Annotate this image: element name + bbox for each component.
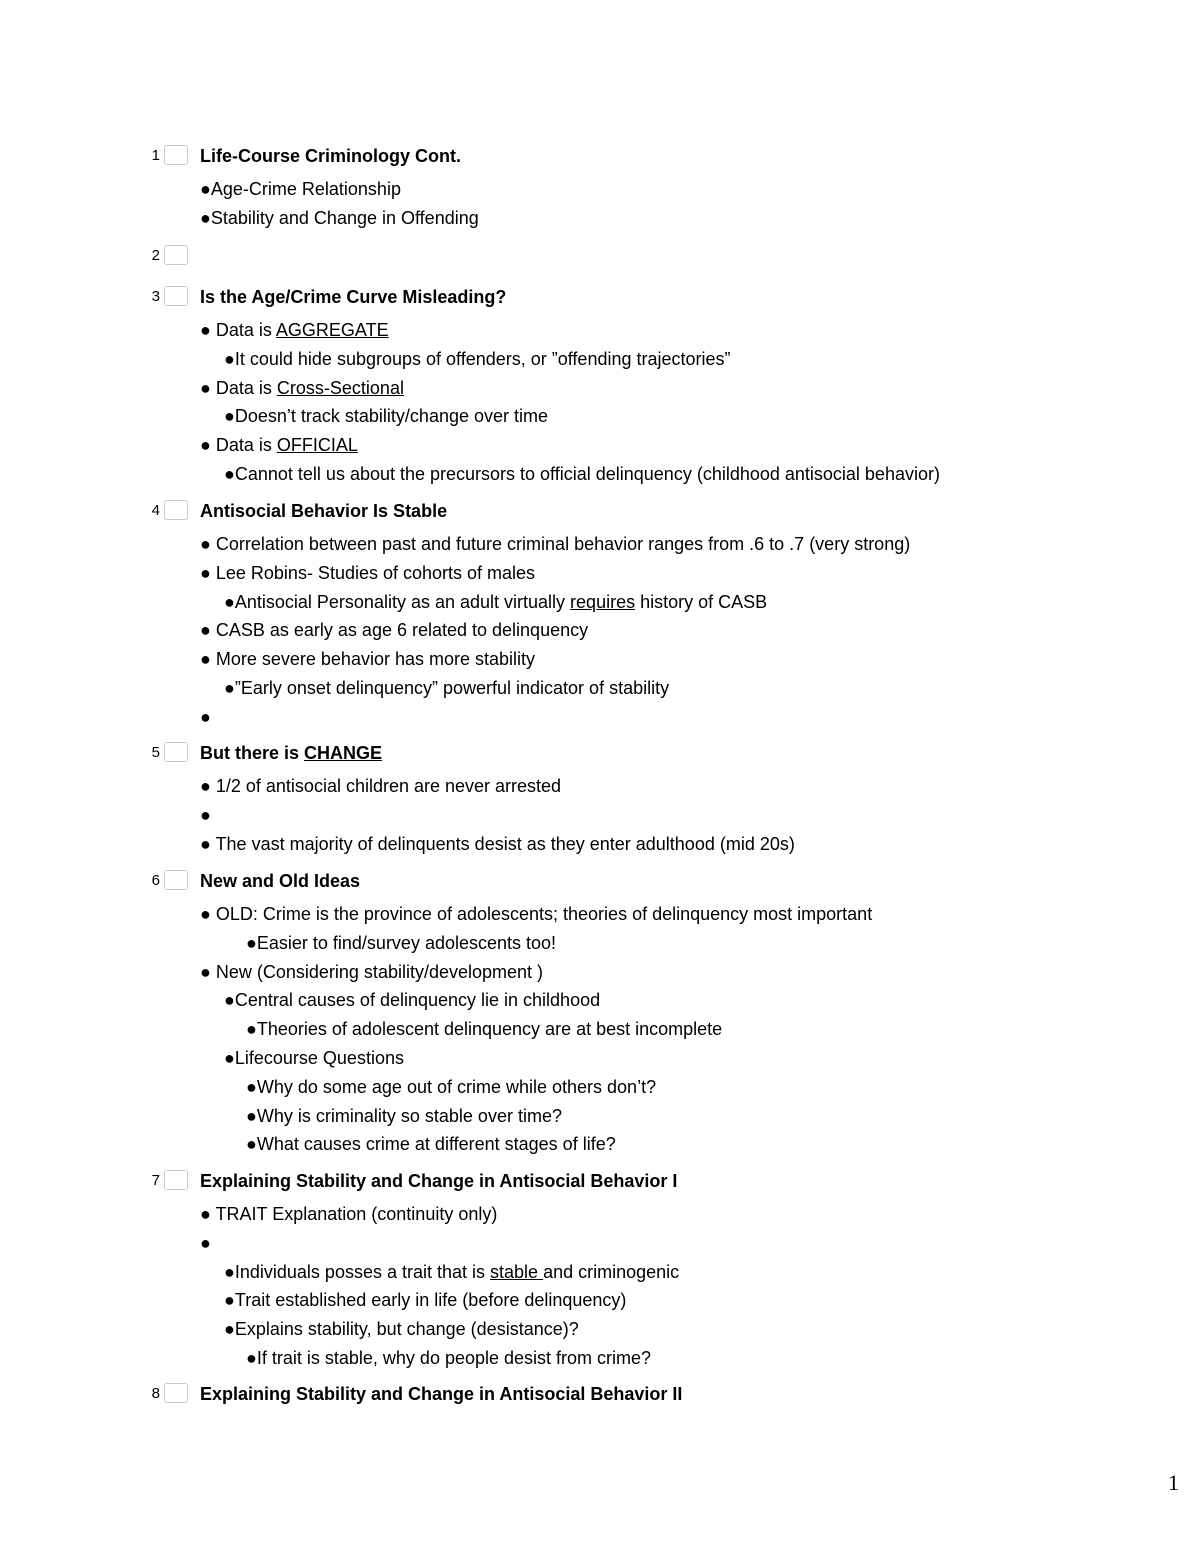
bullet-icon: ●	[224, 990, 235, 1011]
bullet-list	[148, 171, 479, 233]
bullet-item[interactable]	[148, 1102, 872, 1131]
text-run: TRAIT Explanation (continuity only)	[210, 1204, 498, 1224]
bullet-list	[148, 768, 795, 858]
text-run: CASB as early as age 6 related to delinquency	[210, 620, 589, 641]
text-run: Easier to find/survey adolescents too!	[256, 932, 557, 953]
bullet-item[interactable]	[148, 460, 940, 489]
bullet-item[interactable]	[148, 645, 910, 674]
bullet-item[interactable]	[148, 801, 795, 830]
text-run: New and Old Ideas	[200, 871, 361, 891]
text-run: OLD: Crime is the province of adolescents; theories of delinquency most important	[210, 904, 873, 924]
slide-header	[148, 284, 940, 312]
text-run: Cannot tell us about the precursors to official delinquency (childhood antisocial behavior)	[234, 463, 940, 484]
text-run: More severe behavior has more stability	[210, 649, 536, 670]
page-number: 1	[1168, 1470, 1179, 1495]
bullet-item[interactable]	[148, 431, 940, 460]
bullet-list	[148, 896, 872, 1159]
slide-number: 2	[151, 247, 160, 264]
text-run: Theories of adolescent delinquency are at best incomplete	[256, 1019, 723, 1040]
bullet-item[interactable]	[148, 674, 910, 703]
bullet-icon: ●	[200, 435, 211, 456]
text-run: Data is	[210, 435, 277, 456]
text-run: Why is criminality so stable over time?	[256, 1105, 562, 1126]
slide-number: 7	[151, 1172, 160, 1189]
bullet-item[interactable]	[148, 772, 795, 801]
slide-thumbnail-icon[interactable]	[164, 870, 188, 890]
slide-6	[148, 868, 872, 1159]
underlined-text: CHANGE	[304, 743, 383, 763]
text-run: and criminogenic	[543, 1261, 680, 1282]
bullet-icon: ●	[200, 833, 211, 854]
bullet-item[interactable]	[148, 1073, 872, 1102]
slide-number: 8	[151, 1385, 160, 1402]
bullet-icon: ●	[200, 207, 211, 228]
slide-thumbnail-icon[interactable]	[164, 145, 188, 165]
underlined-text: stable	[490, 1261, 544, 1282]
text-run: ”Early onset delinquency” powerful indicator of stability	[234, 677, 670, 698]
slide-3	[148, 284, 940, 489]
slide-thumbnail-icon[interactable]	[164, 500, 188, 520]
bullet-icon: ●	[200, 562, 211, 583]
bullet-icon: ●	[200, 377, 211, 398]
bullet-icon: ●	[224, 1047, 235, 1068]
bullet-item[interactable]	[148, 1344, 679, 1373]
slide-number: 6	[151, 872, 160, 889]
bullet-item[interactable]	[148, 900, 872, 929]
bullet-list	[148, 1196, 679, 1373]
text-run: Life-Course Criminology Cont.	[200, 146, 461, 166]
text-run: Explaining Stability and Change in Antisocial Behavior I	[200, 1171, 678, 1191]
text-run: Doesn’t track stability/change over time	[234, 406, 549, 427]
bullet-item[interactable]	[148, 588, 910, 617]
slide-header	[148, 143, 479, 171]
text-run: Data is	[210, 320, 276, 340]
bullet-item[interactable]	[148, 703, 910, 732]
bullet-item[interactable]	[148, 986, 872, 1015]
bullet-list	[148, 526, 910, 732]
text-run: What causes crime at different stages of life?	[256, 1134, 616, 1155]
slide-title[interactable]	[200, 1171, 677, 1192]
bullet-icon: ●	[200, 706, 211, 727]
bullet-icon: ●	[224, 677, 235, 698]
text-run: Antisocial Personality as an adult virtually	[234, 591, 571, 612]
slide-header	[148, 1168, 679, 1196]
bullet-icon: ●	[200, 534, 211, 554]
bullet-item[interactable]	[148, 402, 940, 431]
bullet-item[interactable]	[148, 316, 940, 345]
bullet-icon: ●	[224, 406, 235, 427]
bullet-item[interactable]	[148, 958, 872, 987]
slide-header	[148, 498, 910, 526]
text-run: Individuals posses a trait that is	[234, 1261, 491, 1282]
slide-title[interactable]	[200, 287, 506, 308]
bullet-item[interactable]	[148, 1015, 872, 1044]
bullet-item[interactable]	[148, 830, 795, 859]
bullet-icon: ●	[200, 320, 211, 340]
slide-4	[148, 498, 910, 732]
bullet-icon: ●	[200, 804, 211, 825]
bullet-item[interactable]	[148, 204, 479, 233]
bullet-item[interactable]	[148, 616, 910, 645]
text-run: New (Considering stability/development )	[210, 961, 544, 982]
bullet-item[interactable]	[148, 929, 872, 958]
slide-title[interactable]	[200, 501, 447, 522]
slide-thumbnail-icon[interactable]	[164, 245, 188, 265]
slide-1	[148, 143, 479, 233]
slide-title[interactable]	[200, 1384, 682, 1405]
slide-thumbnail-icon[interactable]	[164, 742, 188, 762]
underlined-text: requires	[570, 591, 636, 612]
text-run: Antisocial Behavior Is Stable	[200, 501, 448, 521]
slide-number: 1	[151, 147, 160, 164]
bullet-icon: ●	[224, 1319, 235, 1340]
text-run: It could hide subgroups of offenders, or ”offending trajectories”	[234, 348, 731, 369]
text-run: But there is	[200, 743, 305, 763]
text-run: Stability and Change in Offending	[210, 207, 479, 228]
bullet-item[interactable]	[148, 559, 910, 588]
underlined-text: Cross-Sectional	[276, 377, 404, 398]
bullet-icon: ●	[224, 463, 235, 484]
bullet-item[interactable]	[148, 1044, 872, 1073]
text-run: Data is	[210, 377, 277, 398]
bullet-icon: ●	[200, 620, 211, 641]
bullet-item[interactable]	[148, 374, 940, 403]
slide-title[interactable]	[200, 871, 360, 892]
slide-thumbnail-icon[interactable]	[164, 286, 188, 306]
bullet-icon: ●	[200, 961, 211, 982]
bullet-icon: ●	[200, 776, 211, 796]
bullet-item[interactable]	[148, 1130, 872, 1159]
bullet-item[interactable]	[148, 1229, 679, 1258]
text-run: history of CASB	[635, 591, 768, 612]
bullet-icon: ●	[200, 179, 211, 199]
text-run: Explains stability, but change (desistance)?	[234, 1319, 579, 1340]
slide-7	[148, 1168, 679, 1373]
bullet-item[interactable]	[148, 175, 479, 204]
bullet-item[interactable]	[148, 1200, 679, 1229]
bullet-icon: ●	[224, 591, 235, 612]
text-run: Age-Crime Relationship	[210, 179, 401, 199]
bullet-icon: ●	[224, 1261, 235, 1282]
text-run: Is the Age/Crime Curve Misleading?	[200, 287, 507, 307]
bullet-icon: ●	[224, 1290, 235, 1311]
text-run: Trait established early in life (before delinquency)	[234, 1290, 627, 1311]
text-run: Explaining Stability and Change in Antisocial Behavior II	[200, 1384, 683, 1404]
text-run: Lifecourse Questions	[234, 1047, 404, 1068]
underlined-text: OFFICIAL	[276, 435, 358, 456]
slide-number: 3	[151, 288, 160, 305]
underlined-text: AGGREGATE	[275, 320, 389, 340]
text-run: The vast majority of delinquents desist as they enter adulthood (mid 20s)	[210, 833, 795, 854]
bullet-icon: ●	[246, 1019, 257, 1040]
slide-5	[148, 740, 795, 858]
text-run: Lee Robins- Studies of cohorts of males	[210, 562, 536, 583]
bullet-item[interactable]	[148, 1286, 679, 1315]
bullet-icon: ●	[246, 1347, 257, 1368]
slide-title[interactable]	[200, 146, 461, 167]
text-run: Central causes of delinquency lie in childhood	[234, 990, 601, 1011]
bullet-list	[148, 312, 940, 489]
slide-title[interactable]	[200, 743, 382, 764]
bullet-icon: ●	[246, 1105, 257, 1126]
slide-header	[148, 868, 872, 896]
slide-thumbnail-icon[interactable]	[164, 1170, 188, 1190]
bullet-icon: ●	[200, 904, 211, 924]
bullet-icon: ●	[200, 649, 211, 670]
bullet-icon: ●	[224, 348, 235, 369]
bullet-item[interactable]	[148, 530, 910, 559]
slide-header	[148, 740, 795, 768]
slide-number: 4	[151, 502, 160, 519]
bullet-icon: ●	[200, 1204, 211, 1224]
bullet-icon: ●	[246, 1076, 257, 1097]
slide-number: 5	[151, 744, 160, 761]
bullet-icon: ●	[200, 1232, 211, 1253]
text-run: Correlation between past and future criminal behavior ranges from .6 to .7 (very strong)	[210, 534, 911, 554]
bullet-item[interactable]	[148, 1258, 679, 1287]
text-run: 1/2 of antisocial children are never arrested	[210, 776, 562, 796]
bullet-item[interactable]	[148, 345, 940, 374]
slide-thumbnail-icon[interactable]	[164, 1383, 188, 1403]
bullet-item[interactable]	[148, 1315, 679, 1344]
text-run: If trait is stable, why do people desist from crime?	[256, 1347, 652, 1368]
bullet-icon: ●	[246, 1134, 257, 1155]
bullet-icon: ●	[246, 932, 257, 953]
text-run: Why do some age out of crime while others don’t?	[256, 1076, 657, 1097]
